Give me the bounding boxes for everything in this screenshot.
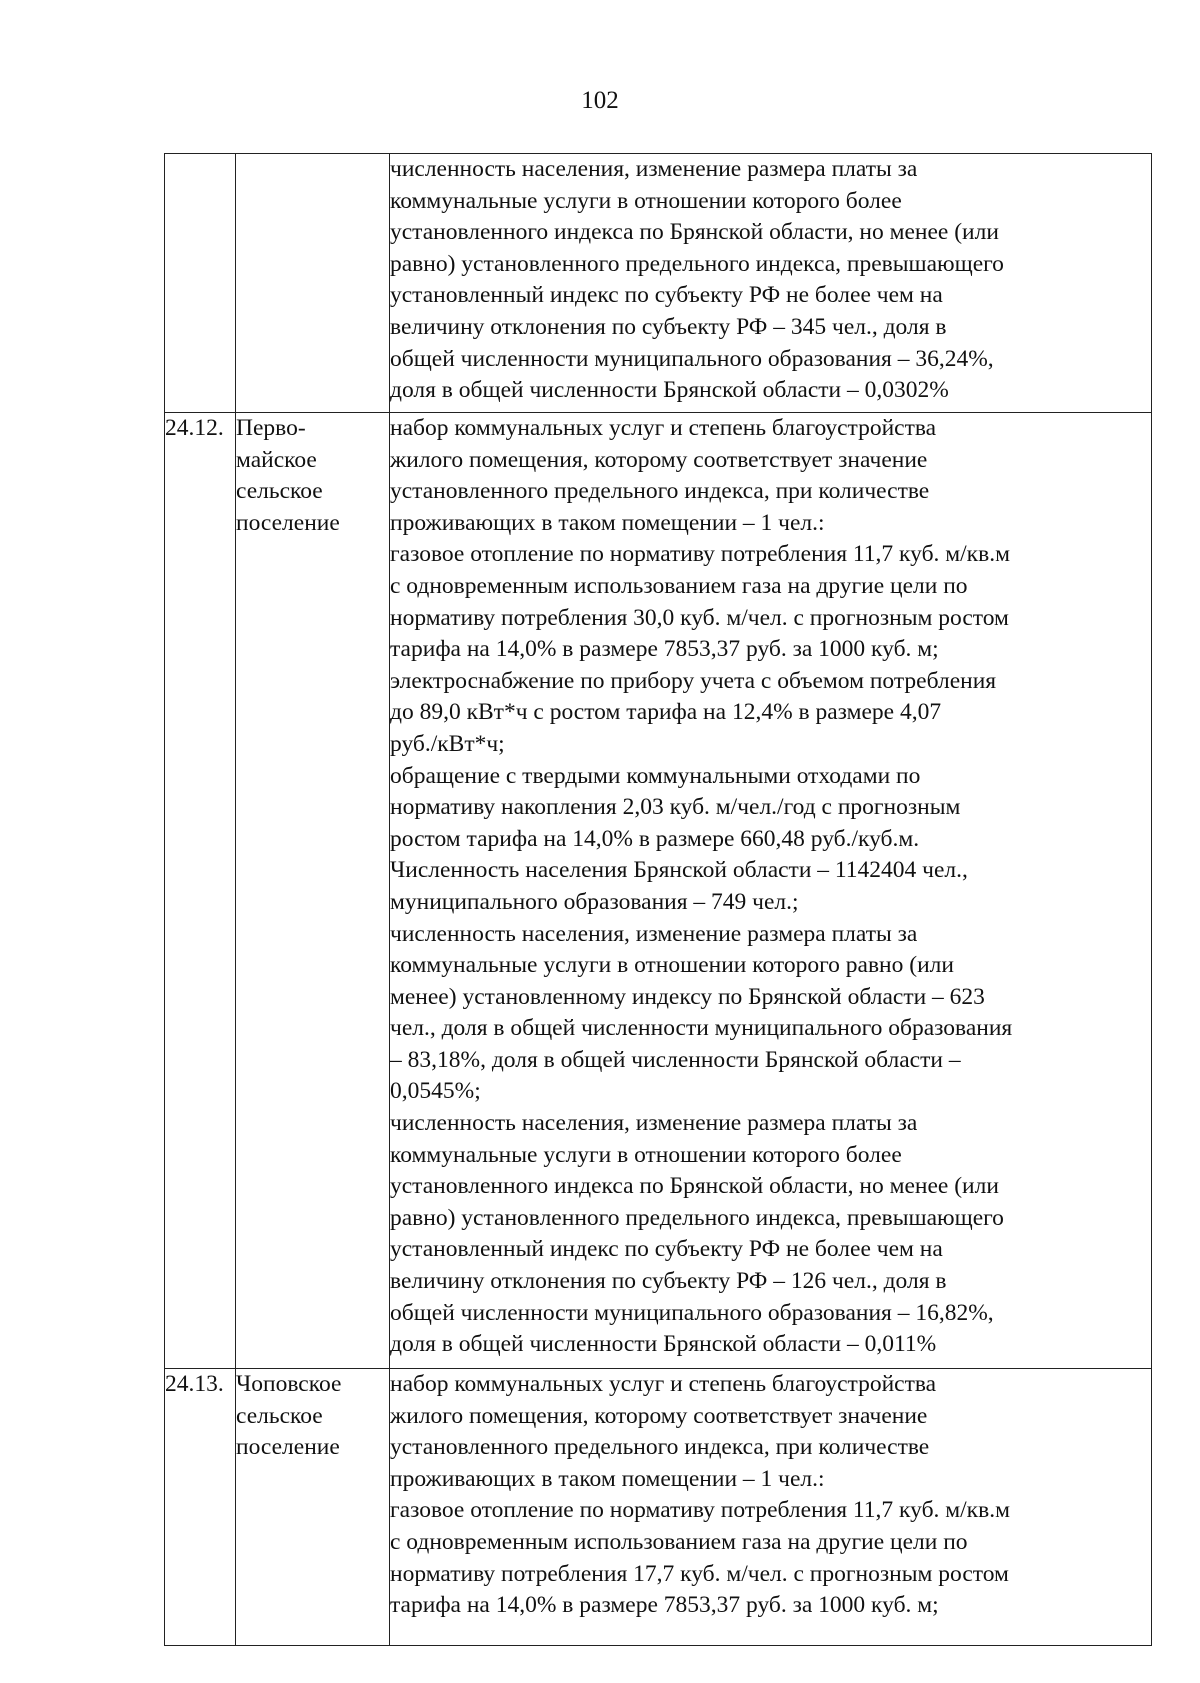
table-row — [165, 1369, 1152, 1646]
page-number: 102 — [581, 87, 619, 114]
text-line: общей численности муниципального образования – 36,24%, — [390, 345, 994, 372]
text-line: нормативу накопления 2,03 куб. м/чел./год с прогнозным — [390, 794, 961, 821]
text-line: муниципального образования – 749 чел.; — [390, 888, 799, 915]
text-line: руб./кВт*ч; — [390, 730, 505, 757]
row-description — [390, 154, 1152, 413]
row-number: 24.13. — [165, 1369, 236, 1646]
text-line: менее) установленному индексу по Брянской области – 623 — [390, 983, 985, 1010]
table-row — [165, 154, 1152, 413]
text-line: набор коммунальных услуг и степень благоустройства — [390, 415, 937, 441]
text-line: установленного предельного индекса, при количестве — [390, 1434, 930, 1461]
row-number — [165, 154, 236, 413]
text-line: установленный индекс по субъекту РФ не более чем на — [390, 282, 943, 309]
text-line: доля в общей численности Брянской области – 0,0302% — [390, 377, 949, 404]
data-table — [164, 153, 1152, 1646]
text-line: жилого помещения, которому соответствует значение — [390, 446, 928, 473]
table-body — [165, 154, 1152, 1646]
text-line: электроснабжение по прибору учета с объемом потребления — [390, 667, 997, 694]
text-line: установленного предельного индекса, при количестве — [390, 478, 930, 505]
text-line: доля в общей численности Брянской области – 0,011% — [390, 1331, 937, 1358]
text-line: установленного индекса по Брянской области, но менее (или — [390, 219, 999, 246]
text-line: тарифа на 14,0% в размере 7853,37 руб. за 1000 куб. м; — [390, 1592, 939, 1619]
table-row — [165, 413, 1152, 1369]
text-line: с одновременным использованием газа на другие цели по — [390, 572, 968, 599]
text-line: сельское — [236, 1402, 323, 1429]
municipality-name — [236, 1369, 390, 1646]
text-line: численность населения, изменение размера платы за — [390, 920, 918, 947]
text-line: до 89,0 кВт*ч с ростом тарифа на 12,4% в размере 4,07 — [390, 699, 942, 726]
text-line: Перво- — [236, 415, 306, 441]
row-description — [390, 1369, 1152, 1646]
text-line: жилого помещения, которому соответствует значение — [390, 1402, 928, 1429]
text-line: чел., доля в общей численности муниципального образования — [390, 1015, 1013, 1042]
text-line: нормативу потребления 30,0 куб. м/чел. с прогнозным ростом — [390, 604, 1009, 631]
text-line: Чоповское — [236, 1371, 342, 1397]
text-line: численность населения, изменение размера платы за — [390, 156, 918, 182]
text-line: – 83,18%, доля в общей численности Брянской области – — [390, 1046, 961, 1073]
text-line: поселение — [236, 1434, 340, 1460]
text-line: общей численности муниципального образования – 16,82%, — [390, 1299, 994, 1326]
text-line: установленный индекс по субъекту РФ не более чем на — [390, 1236, 943, 1263]
text-line: численность населения, изменение размера платы за — [390, 1110, 918, 1137]
text-line: величину отклонения по субъекту РФ – 126 чел., доля в — [390, 1268, 947, 1295]
text-line: обращение с твердыми коммунальными отходами по — [390, 762, 921, 789]
text-line: с одновременным использованием газа на другие цели по — [390, 1528, 968, 1555]
text-line: проживающих в таком помещении – 1 чел.: — [390, 1465, 825, 1492]
row-description — [390, 413, 1152, 1369]
text-line: коммунальные услуги в отношении которого более — [390, 1141, 902, 1168]
text-line: майское — [236, 446, 317, 473]
text-line: коммунальные услуги в отношении которого более — [390, 187, 902, 214]
text-line: величину отклонения по субъекту РФ – 345 чел., доля в — [390, 313, 947, 340]
text-line: набор коммунальных услуг и степень благоустройства — [390, 1371, 937, 1397]
text-line: ростом тарифа на 14,0% в размере 660,48 руб./куб.м. — [390, 825, 920, 852]
municipality-name — [236, 413, 390, 1369]
row-number: 24.12. — [165, 413, 236, 1369]
text-line: газовое отопление по нормативу потребления 11,7 куб. м/кв.м — [390, 1497, 1010, 1524]
text-line: равно) установленного предельного индекса, превышающего — [390, 250, 1004, 277]
text-line: сельское — [236, 478, 323, 504]
text-line: нормативу потребления 17,7 куб. м/чел. с прогнозным ростом — [390, 1560, 1009, 1587]
text-line: проживающих в таком помещении – 1 чел.: — [390, 509, 825, 536]
text-line: поселение — [236, 509, 340, 536]
text-line: коммунальные услуги в отношении которого равно (или — [390, 952, 954, 979]
text-line: газовое отопление по нормативу потребления 11,7 куб. м/кв.м — [390, 541, 1010, 568]
text-line: Численность населения Брянской области – 1142404 чел., — [390, 857, 968, 884]
text-line: установленного индекса по Брянской области, но менее (или — [390, 1173, 999, 1200]
text-line: тарифа на 14,0% в размере 7853,37 руб. за 1000 куб. м; — [390, 636, 939, 663]
municipality-name — [236, 154, 390, 413]
text-line: равно) установленного предельного индекса, превышающего — [390, 1204, 1004, 1231]
text-line: 0,0545%; — [390, 1078, 481, 1105]
